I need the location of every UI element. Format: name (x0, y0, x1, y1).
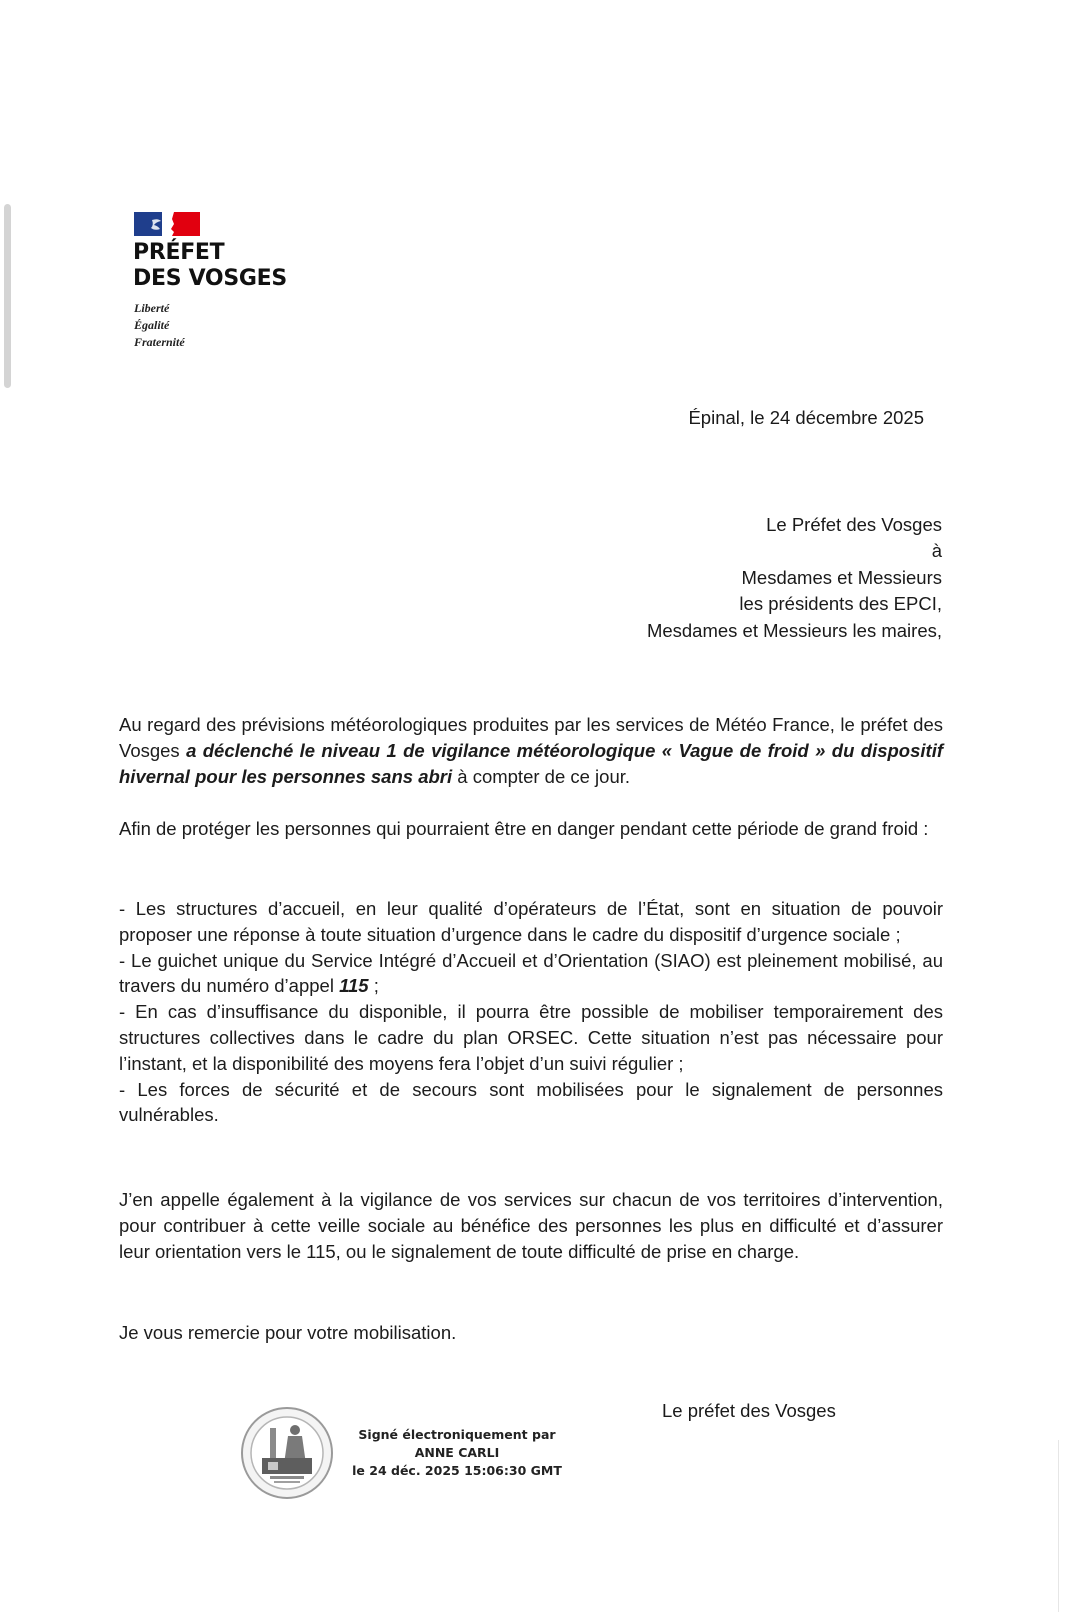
logo-title-line2: DES VOSGES (133, 266, 287, 291)
signed-timestamp: le 24 déc. 2025 15:06:30 GMT (352, 1463, 562, 1478)
marianne-flag-icon (134, 212, 200, 236)
signer-name: ANNE CARLI (414, 1445, 500, 1460)
address-line: Mesdames et Messieurs (741, 566, 942, 588)
intro-tail: à compter de ce jour. (452, 765, 631, 787)
motto-egalite: Égalité (134, 318, 170, 332)
phone-115: 115 (339, 975, 369, 997)
thanks-text: Je vous remercie pour votre mobilisation. (119, 1322, 457, 1343)
list-item: - Les forces de sécurité et de secours sont mobilisées pour le signalement de personnes vulnérables. (119, 1078, 943, 1126)
signed-by-label: Signé électroniquement par (358, 1427, 556, 1442)
list-item: - En cas d’insuffisance du disponible, il pourra être possible de mobiliser temporairement des structures collectives dans le cadre du plan ORSEC. Cette situation n’est pas nécessaire pour l’instant, et la disponibilité des moyens fera l’objet d’un suivi régulier ; (119, 1001, 943, 1074)
list-item-lead: - Le guichet unique du Service Intégré d’Accueil et d’Orientation (SIAO) est pleinement mobilisé, au travers du numéro d’appel (119, 949, 943, 997)
protection-text: Afin de protéger les personnes qui pourraient être en danger pendant cette période de grand froid : (119, 818, 929, 839)
measures-list (119, 896, 943, 1128)
intro-lead: Au regard des prévisions météorologiques produites par les services de Météo France, le préfet des Vosges (119, 714, 943, 761)
list-item-tail: ; (368, 975, 379, 997)
logo-title-line1: PRÉFET (133, 240, 225, 265)
address-line: Mesdames et Messieurs les maires, (646, 619, 942, 641)
prefecture-logo-title (133, 240, 287, 292)
intro-emphasis: a déclenché le niveau 1 de vigilance météorologique « Vague de froid » du dispositif hivernal pour les personnes sans abri (119, 739, 943, 787)
scan-artifact-line (1058, 1440, 1059, 1612)
list-item (119, 948, 943, 1000)
letter-date: Épinal, le 24 décembre 2025 (688, 407, 924, 428)
address-line: les présidents des EPCI, (739, 593, 942, 615)
scrollbar[interactable] (4, 204, 11, 388)
paragraph-protection (119, 816, 943, 842)
paragraph-appeal (119, 1187, 943, 1264)
signature-closing: Le préfet des Vosges (662, 1400, 836, 1421)
motto-fraternite: Fraternité (134, 335, 185, 349)
motto-liberte: Liberté (134, 301, 170, 315)
electronic-signature-block (346, 1426, 568, 1480)
paragraph-intro (119, 712, 943, 789)
appeal-text: J’en appelle également à la vigilance de vos services sur chacun de vos territoires d’intervention, pour contribuer à cette veille sociale au bénéfice des personnes les plus en difficulté et d’assurer leur orientation vers le 115, ou le signalement de toute difficulté de prise en charge. (119, 1189, 943, 1262)
recipient-address (520, 512, 942, 644)
republic-motto (134, 300, 185, 351)
list-item: - Les structures d’accueil, en leur qualité d’opérateurs de l’État, sont en situation de pouvoir proposer une réponse à toute situation d’urgence dans le cadre du dispositif d’urgence sociale ; (119, 898, 943, 945)
paragraph-thanks (119, 1320, 943, 1346)
address-line: à (931, 540, 942, 562)
republic-seal-icon (240, 1406, 334, 1500)
address-line: Le Préfet des Vosges (766, 514, 942, 535)
